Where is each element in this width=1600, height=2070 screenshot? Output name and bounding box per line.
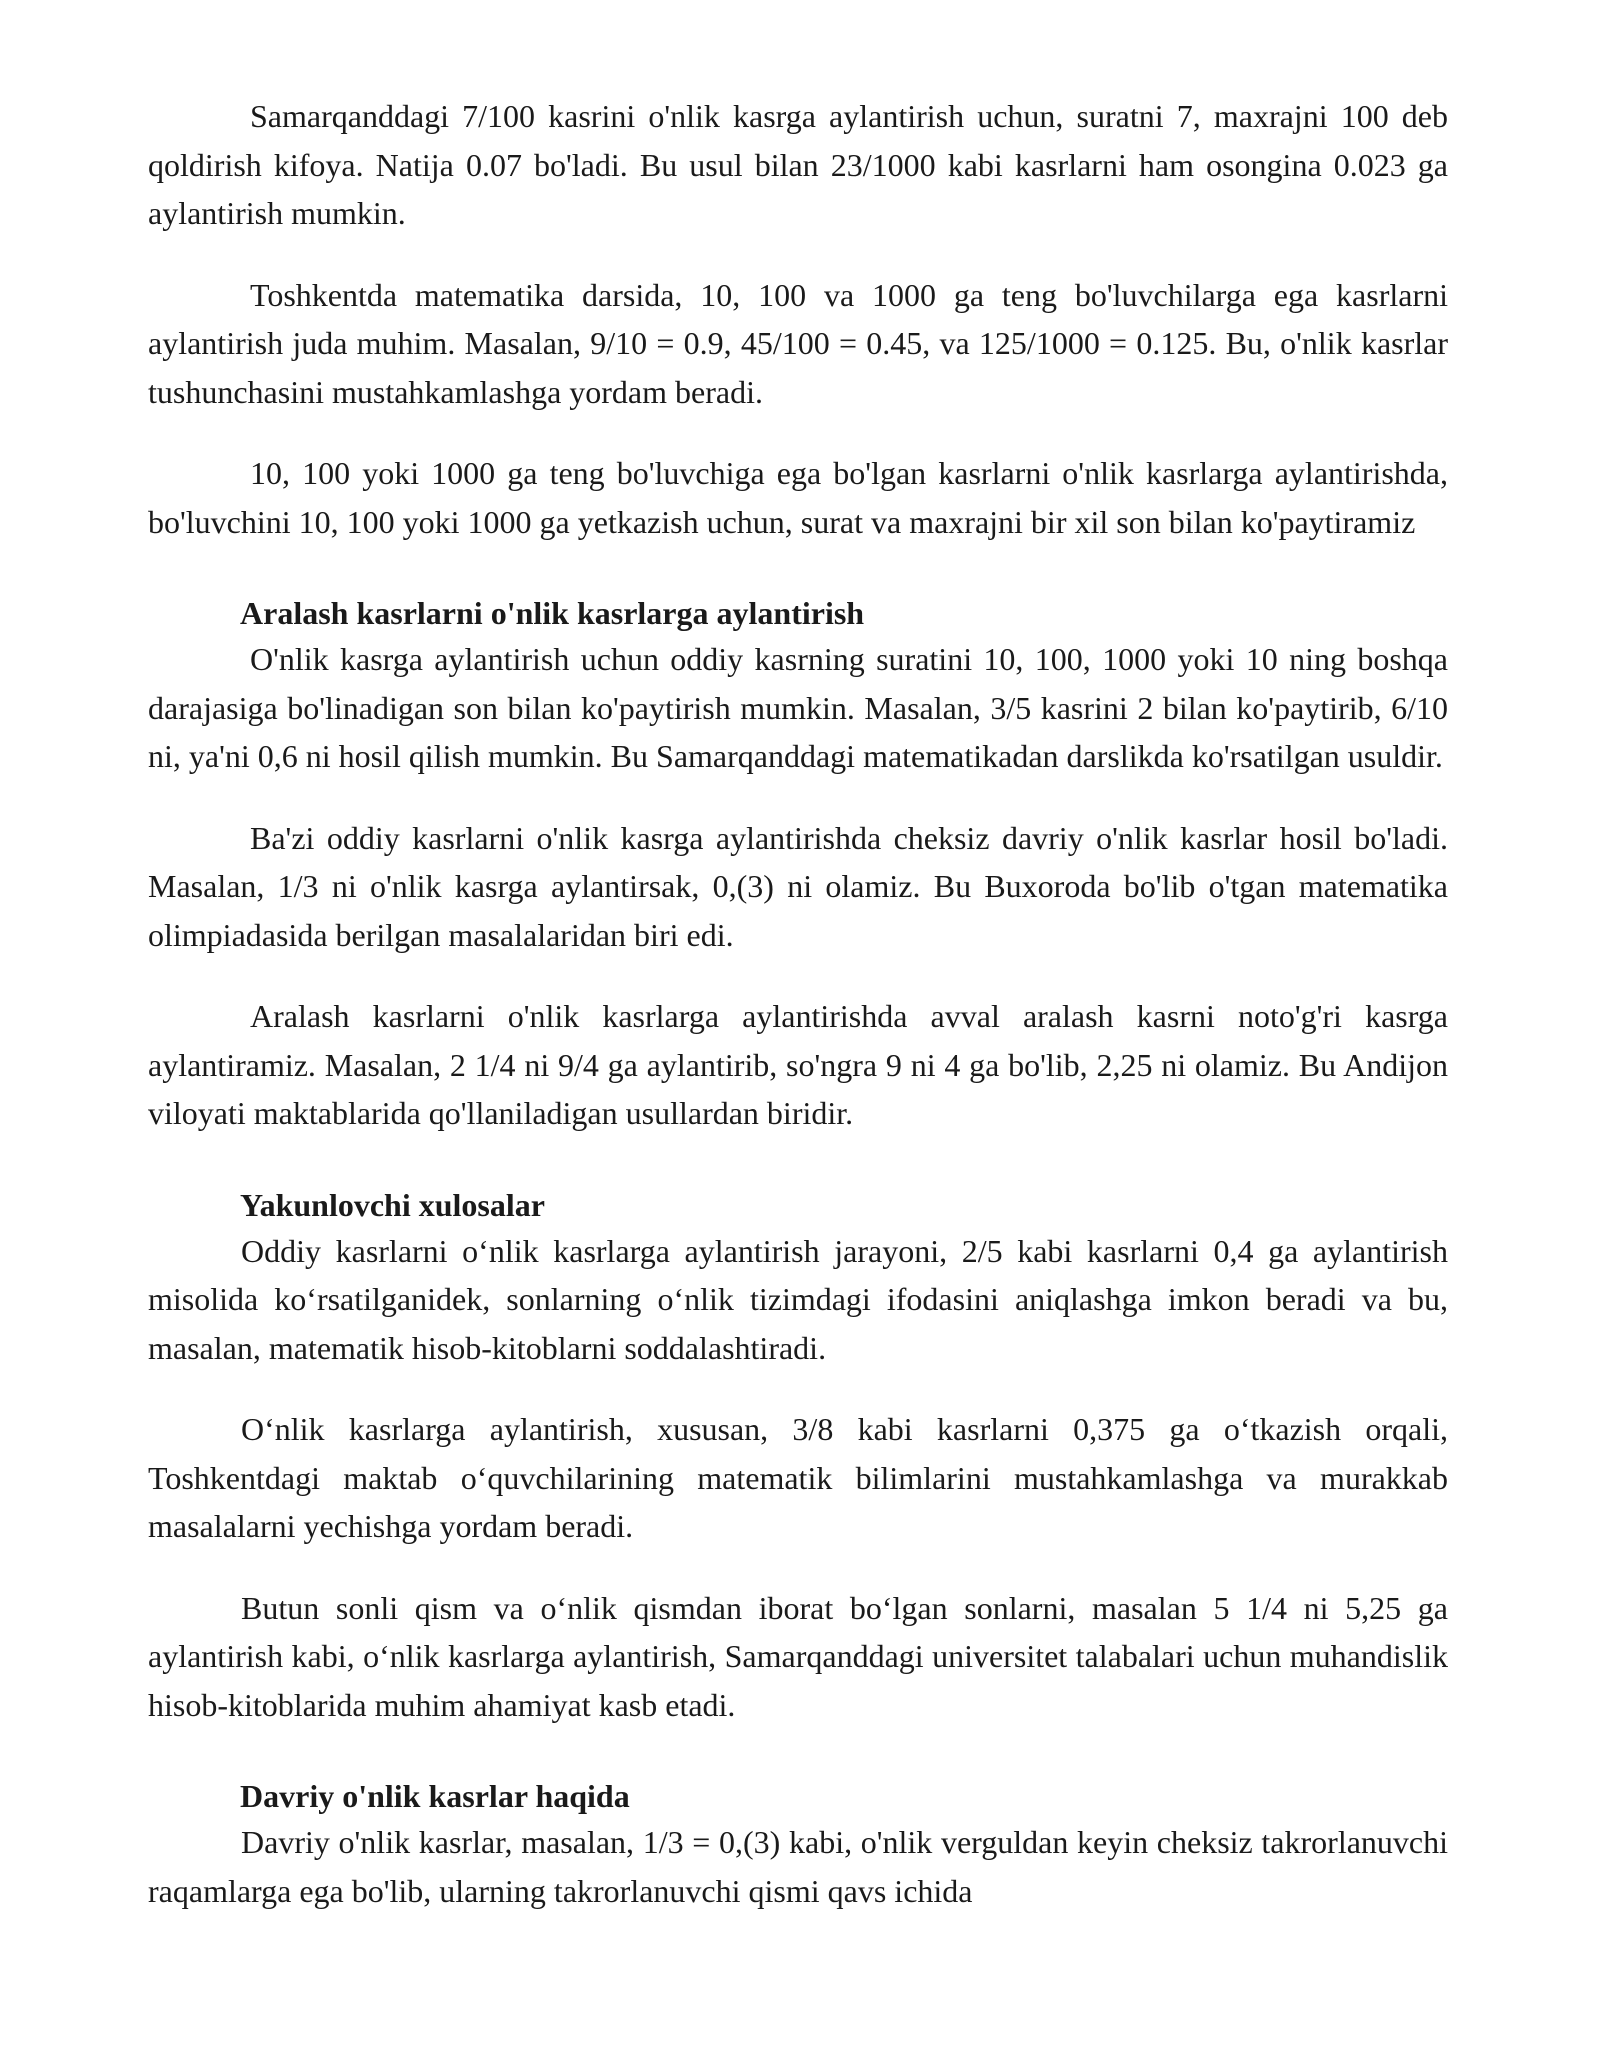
paragraph-section1-3: Aralash kasrlarni o'nlik kasrlarga aylantirishda avval aralash kasrni noto'g'ri kasrga aylantiramiz. Masalan, 2 1/4 ni 9/4 ga aylantirib, so'ngra 9 ni 4 ga bo'lib, 2,25 ni olamiz. Bu Andijon viloyati maktablarida qo'llaniladigan usullardan biridir. bbox=[148, 998, 1448, 1131]
paragraph-intro-3: 10, 100 yoki 1000 ga teng bo'luvchiga ega bo'lgan kasrlarni o'nlik kasrlarga aylantirishda, bo'luvchini 10, 100 yoki 1000 ga yetkazish uchun, surat va maxrajni bir xil son bilan ko'paytiramiz bbox=[148, 455, 1448, 540]
paragraph-intro-2: Toshkentda matematika darsida, 10, 100 va 1000 ga teng bo'luvchilarga ega kasrlarni aylantirish juda muhim. Masalan, 9/10 = 0.9, 45/100 = 0.45, va 125/1000 = 0.125. Bu, o'nlik kasrlar tushunchasini mustahkamlashga yordam beradi. bbox=[148, 276, 1448, 410]
paragraph-section1-1: O'nlik kasrga aylantirish uchun oddiy kasrning suratini 10, 100, 1000 yoki 10 ning boshqa darajasiga bo'linadigan son bilan ko'paytirish mumkin. Masalan, 3/5 kasrini 2 bilan ko'paytirib, 6/10 ni, ya'ni 0,6 ni hosil qilish mumkin. Bu Samarqanddagi matematikadan darslikda ko'rsatilgan usuldir. bbox=[148, 641, 1448, 774]
paragraph-section2-2: O‘nlik kasrlarga aylantirish, xususan, 3/8 kabi kasrlarni 0,375 ga o‘tkazish orqali, Toshkentdagi maktab o‘quvchilarining matematik bilimlarini mustahkamlashga va murakkab masalalarni yechishga yordam beradi. bbox=[148, 1411, 1448, 1544]
section-heading-periodic-decimals: Davriy o'nlik kasrlar haqida bbox=[240, 1778, 630, 1814]
paragraph-section2-1: Oddiy kasrlarni o‘nlik kasrlarga aylantirish jarayoni, 2/5 kabi kasrlarni 0,4 ga aylantirish misolida ko‘rsatilganidek, sonlarning o‘nlik tizimdagi ifodasini aniqlashga imkon beradi va bu, masalan, matematik hisob-kitoblarni soddalashtiradi. bbox=[148, 1232, 1448, 1366]
document-page bbox=[148, 92, 1448, 1915]
section-heading-conclusions: Yakunlovchi xulosalar bbox=[240, 1186, 545, 1223]
paragraph-section3-1: Davriy o'nlik kasrlar, masalan, 1/3 = 0,(3) kabi, o'nlik verguldan keyin cheksiz takrorlanuvchi raqamlarga ega bo'lib, ularning takrorlanuvchi qismi qavs ichida bbox=[148, 1824, 1448, 1909]
section-heading-mixed-fractions: Aralash kasrlarni o'nlik kasrlarga aylantirish bbox=[240, 595, 865, 631]
paragraph-section2-3: Butun sonli qism va o‘nlik qismdan iborat bo‘lgan sonlarni, masalan 5 1/4 ni 5,25 ga aylantirish kabi, o‘nlik kasrlarga aylantirish, Samarqanddagi universitet talabalari uchun muhandislik hisob-kitoblarida muhim ahamiyat kasb etadi. bbox=[148, 1589, 1448, 1723]
paragraph-intro-1: Samarqanddagi 7/100 kasrini o'nlik kasrga aylantirish uchun, suratni 7, maxrajni 100 deb qoldirish kifoya. Natija 0.07 bo'ladi. Bu usul bilan 23/1000 kabi kasrlarni ham osongina 0.023 ga aylantirish mumkin. bbox=[148, 98, 1448, 231]
paragraph-section1-2: Ba'zi oddiy kasrlarni o'nlik kasrga aylantirishda cheksiz davriy o'nlik kasrlar hosil bo'ladi. Masalan, 1/3 ni o'nlik kasrga aylantirsak, 0,(3) ni olamiz. Bu Buxoroda bo'lib o'tgan matematika olimpiadasida berilgan masalalaridan biri edi. bbox=[148, 819, 1448, 953]
